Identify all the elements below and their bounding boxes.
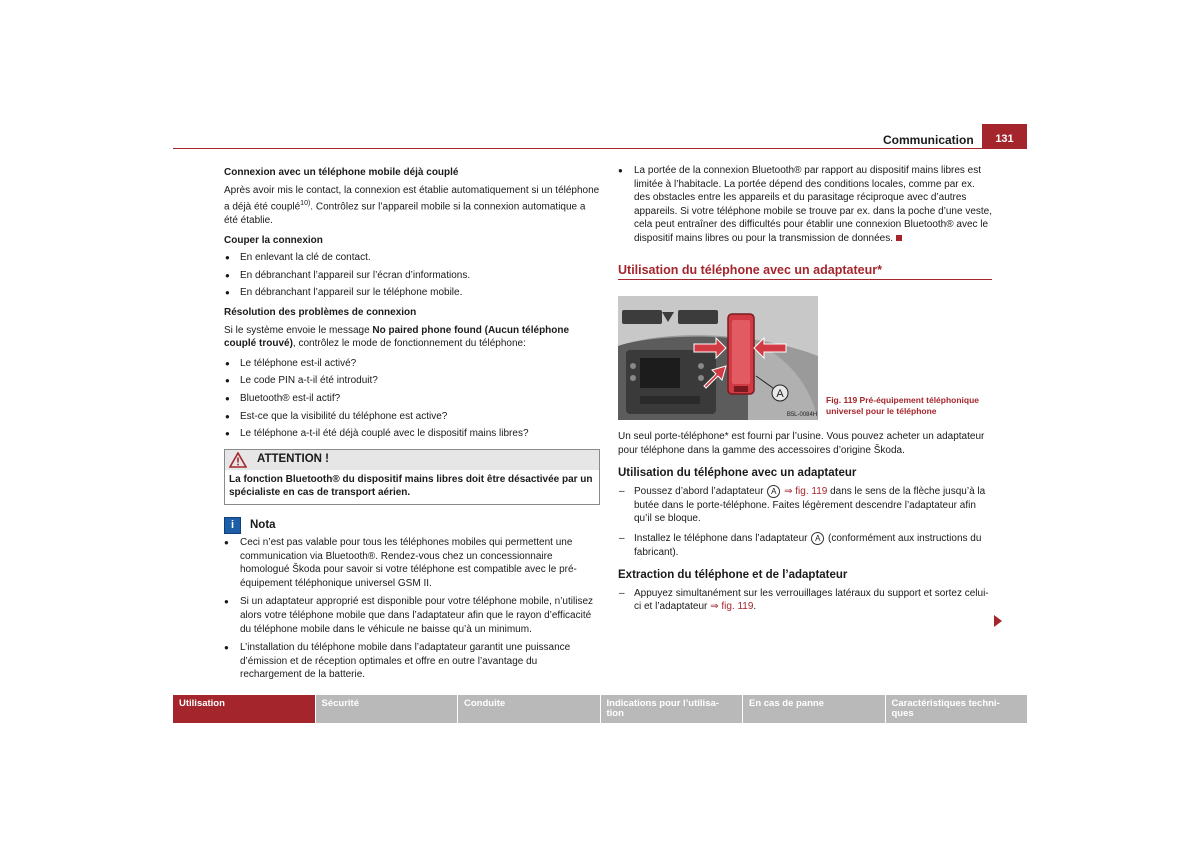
attention-text: La fonction Bluetooth® du dispositif mains libres doit être désactivée par un spécialiste en cas de transport aérien.: [229, 473, 593, 499]
nota-header: [224, 517, 600, 534]
tab-conduite[interactable]: Conduite: [458, 695, 600, 723]
list-item: ● En enlevant la clé de contact.: [224, 251, 600, 265]
list-item: ● Est-ce que la visibilité du téléphone est active?: [224, 410, 600, 424]
tab-en-cas-de-panne[interactable]: En cas de panne: [743, 695, 885, 723]
callout-a: A: [811, 532, 824, 545]
subheading-couper: Couper la connexion: [224, 234, 323, 246]
nota-item: ● Ceci n’est pas valable pour tous les téléphones mobiles qui permettent une communication via Bluetooth®. Rendez-vous chez un concessionnaire homologué Škoda pour savoir si votre téléphone est compatible avec le pré-équipement téléphonique universel GSM II.: [224, 537, 577, 589]
step-item: – Appuyez simultanément sur les verrouillages latéraux du support et sortez celui-ci et l’adaptateur ⇒ fig. 119.: [618, 587, 992, 614]
next-page-arrow-icon: [994, 615, 1002, 627]
paragraph-resolution: Si le système envoie le message No paired phone found (Aucun téléphone couplé trouvé), contrôlez le mode de fonctionnement du téléphone:: [224, 324, 570, 350]
heading-extract: Extraction du téléphone et de l’adaptateur: [618, 569, 848, 582]
list-item: ● En débranchant l’appareil sur le téléphone mobile.: [224, 286, 600, 300]
tab-indications[interactable]: Indications pour l’utilisa- tion: [601, 695, 743, 723]
phone-adapter-illustration: [618, 296, 818, 420]
figure-119: [618, 296, 992, 420]
subheading-connexion: Connexion avec un téléphone mobile déjà couplé: [224, 167, 459, 178]
nota-list: [224, 536, 600, 682]
warning-triangle-icon: [229, 452, 247, 468]
figure-caption: Fig. 119 Pré-équipement téléphonique universel pour le téléphone: [826, 395, 980, 417]
figure-reference-link[interactable]: ⇒ fig. 119: [710, 601, 754, 613]
figure-label-a: A: [776, 388, 784, 401]
step-item: – Installez le téléphone dans l’adaptateur A (conformément aux instructions du fabricant).: [618, 532, 992, 559]
header-rule: [173, 148, 1027, 149]
right-column: [618, 164, 992, 620]
list-item: ● Le code PIN a-t-il été introduit?: [224, 374, 600, 388]
attention-title: ATTENTION !: [257, 453, 329, 466]
attention-box: [224, 449, 600, 505]
heading-use: Utilisation du téléphone avec un adaptateur: [618, 467, 857, 480]
step-item: – Poussez d’abord l’adaptateur A ⇒ fig. 119 dans le sens de la flèche jusqu’à la butée dans le porte-téléphone. Faites légèrement descendre l’adaptateur afin qu’il se bloque.: [618, 485, 992, 526]
list-resolution: [224, 357, 600, 441]
list-item: ● Le téléphone a-t-il été déjà couplé avec le dispositif mains libres?: [224, 427, 600, 441]
callout-a: A: [767, 485, 780, 498]
nota-title: Nota: [250, 518, 276, 531]
figure-reference-link[interactable]: ⇒ fig. 119: [784, 486, 828, 498]
subheading-resolution: Résolution des problèmes de connexion: [224, 307, 417, 319]
section-heading: Utilisation du téléphone avec un adaptateur*: [618, 264, 992, 281]
paragraph-range: ● La portée de la connexion Bluetooth® par rapport au dispositif mains libres est limitée à l’habitacle. La portée dépend des conditions locales, comme par ex. des obstacles entre les appareils et du parasitage réciproque avec d’autres appareils. Si votre téléphone mobile se trouve par ex. dans la poche d’une veste, cela peut entraîner des difficultés pour établir une connexion Bluetooth® avec le dispositif mains libres ou pour la transmission de données.: [618, 165, 992, 244]
footer-tabs: [173, 695, 1027, 723]
nota-item: ● Si un adaptateur approprié est disponible pour votre téléphone mobile, n’utilisez alors votre téléphone mobile que dans l’adaptateur afin que le rayon d’efficacité du téléphone mobile dans le véhicule ne baisse qu’à un minimum.: [224, 596, 594, 635]
attention-header: [225, 450, 599, 470]
tab-securite[interactable]: Sécurité: [316, 695, 458, 723]
tab-caracteristiques[interactable]: Caractéristiques techni- ques: [886, 695, 1028, 723]
list-couper: [224, 251, 600, 300]
end-of-section-marker: [896, 235, 902, 241]
tab-utilisation[interactable]: Utilisation: [173, 695, 315, 723]
list-item: ● Bluetooth® est-il actif?: [224, 392, 600, 406]
left-column: [224, 166, 600, 687]
page-section-title: Communication: [883, 133, 974, 147]
list-item: ● En débranchant l’appareil sur l’écran d’informations.: [224, 269, 600, 283]
paragraph-after-figure: Un seul porte-téléphone* est fourni par l’usine. Vous pouvez acheter un adaptateur pour téléphone dans la gamme des accessoires d’origine Škoda.: [618, 431, 985, 456]
page-number: 131: [982, 124, 1027, 149]
paragraph-connexion: Après avoir mis le contact, la connexion est établie automatiquement si un téléphone a déjà été couplé$^{10)}$. Contrôlez sur l’appareil mobile si la connexion automatique a été établie.: [224, 184, 600, 227]
list-item: ● Le téléphone est-il activé?: [224, 357, 600, 371]
info-icon: i: [224, 517, 241, 534]
figure-code: B5L-0084H: [786, 412, 818, 419]
nota-item: ● L’installation du téléphone mobile dans l’adaptateur garantit une puissance d’émission et de réception optimales et offre en outre l’avantage du rechargement de la batterie.: [224, 642, 571, 681]
